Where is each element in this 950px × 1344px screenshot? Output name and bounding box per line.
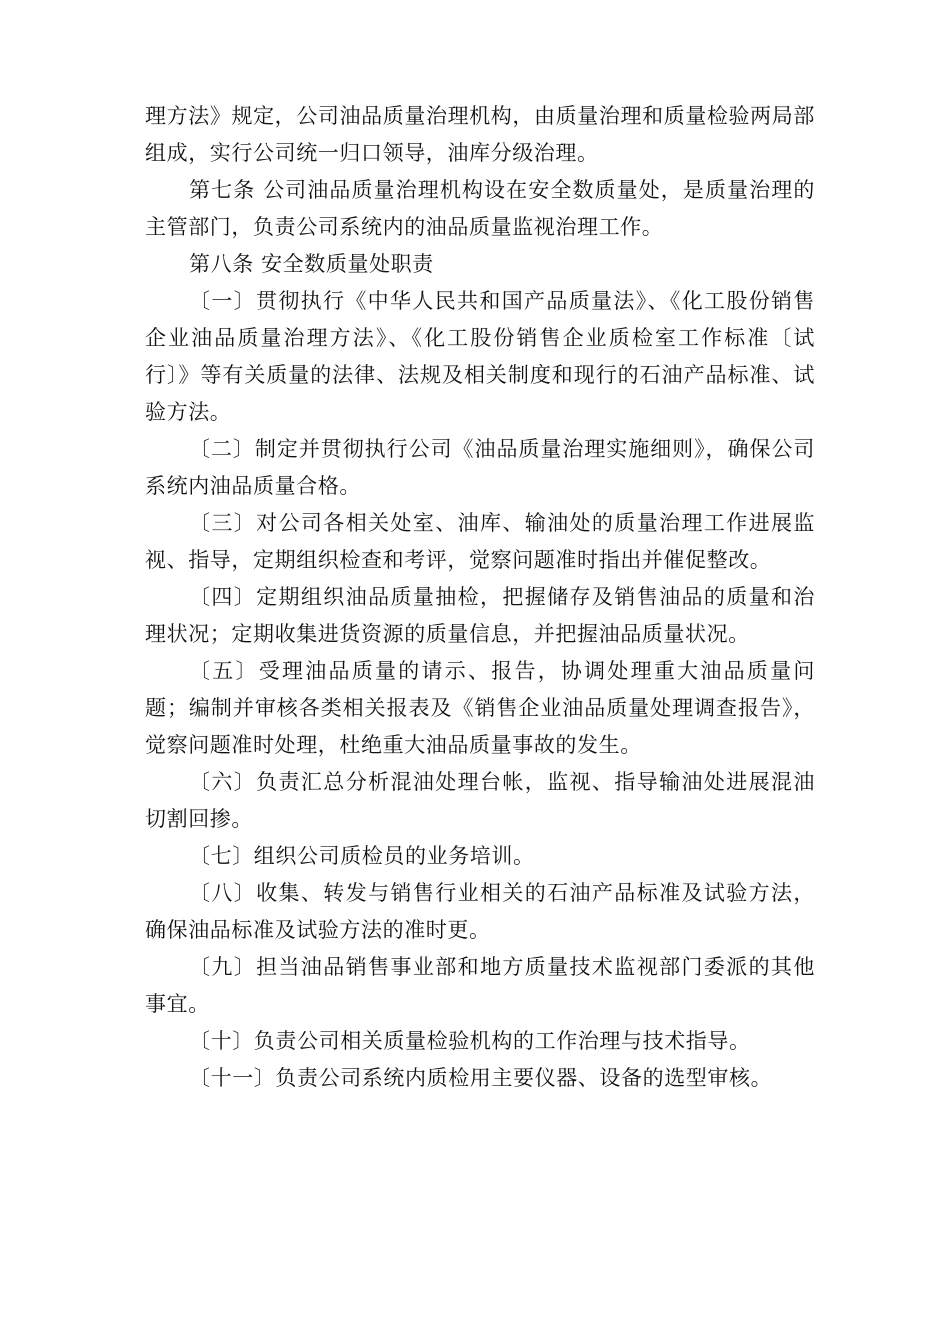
list-item-10: 〔十〕负责公司相关质量检验机构的工作治理与技术指导。 [189, 1029, 751, 1053]
list-item-8: 〔八〕收集、转发与销售行业相关的石油产品标准及试验方法，确保油品标准及试验方法的准时更。 [145, 881, 815, 942]
list-item-9: 〔九〕担当油品销售事业部和地方质量技术监视部门委派的其他事宜。 [145, 955, 815, 1016]
list-item-11: 〔十一〕负责公司系统内质检用主要仪器、设备的选型审核。 [189, 1066, 773, 1090]
paragraph-continuation: 理方法》规定，公司油品质量治理机构，由质量治理和质量检验两局部组成，实行公司统一归口领导，油库分级治理。 [145, 104, 815, 165]
list-item-7: 〔七〕组织公司质检员的业务培训。 [189, 844, 535, 868]
list-item-5: 〔五〕受理油品质量的请示、报告，协调处理重大油品质量问题；编制并审核各类相关报表及《销售企业油品质量处理调查报告》，觉察问题准时处理，杜绝重大油品质量事故的发生。 [145, 659, 815, 757]
list-item-1: 〔一〕贯彻执行《中华人民共和国产品质量法》、《化工股份销售企业油品质量治理方法》、《化工股份销售企业质检室工作标准〔试行〕》等有关质量的法律、法规及相关制度和现行的石油产品标准、试验方法。 [145, 289, 815, 424]
list-item-4: 〔四〕定期组织油品质量抽检，把握储存及销售油品的质量和治理状况；定期收集进货资源的质量信息，并把握油品质量状况。 [145, 585, 815, 646]
list-item-3: 〔三〕对公司各相关处室、油库、输油处的质量治理工作进展监视、指导，定期组织检查和考评，觉察问题准时指出并催促整改。 [145, 511, 815, 572]
list-item-2: 〔二〕制定并贯彻执行公司《油品质量治理实施细则》，确保公司系统内油品质量合格。 [145, 437, 815, 498]
list-item-6: 〔六〕负责汇总分析混油处理台帐，监视、指导输油处进展混油切割回掺。 [145, 770, 815, 831]
paragraph-article-8-heading: 第八条 安全数质量处职责 [189, 252, 434, 276]
document-body [145, 98, 815, 1097]
paragraph-article-7: 第七条 公司油品质量治理机构设在安全数质量处，是质量治理的主管部门，负责公司系统内的油品质量监视治理工作。 [145, 178, 815, 239]
